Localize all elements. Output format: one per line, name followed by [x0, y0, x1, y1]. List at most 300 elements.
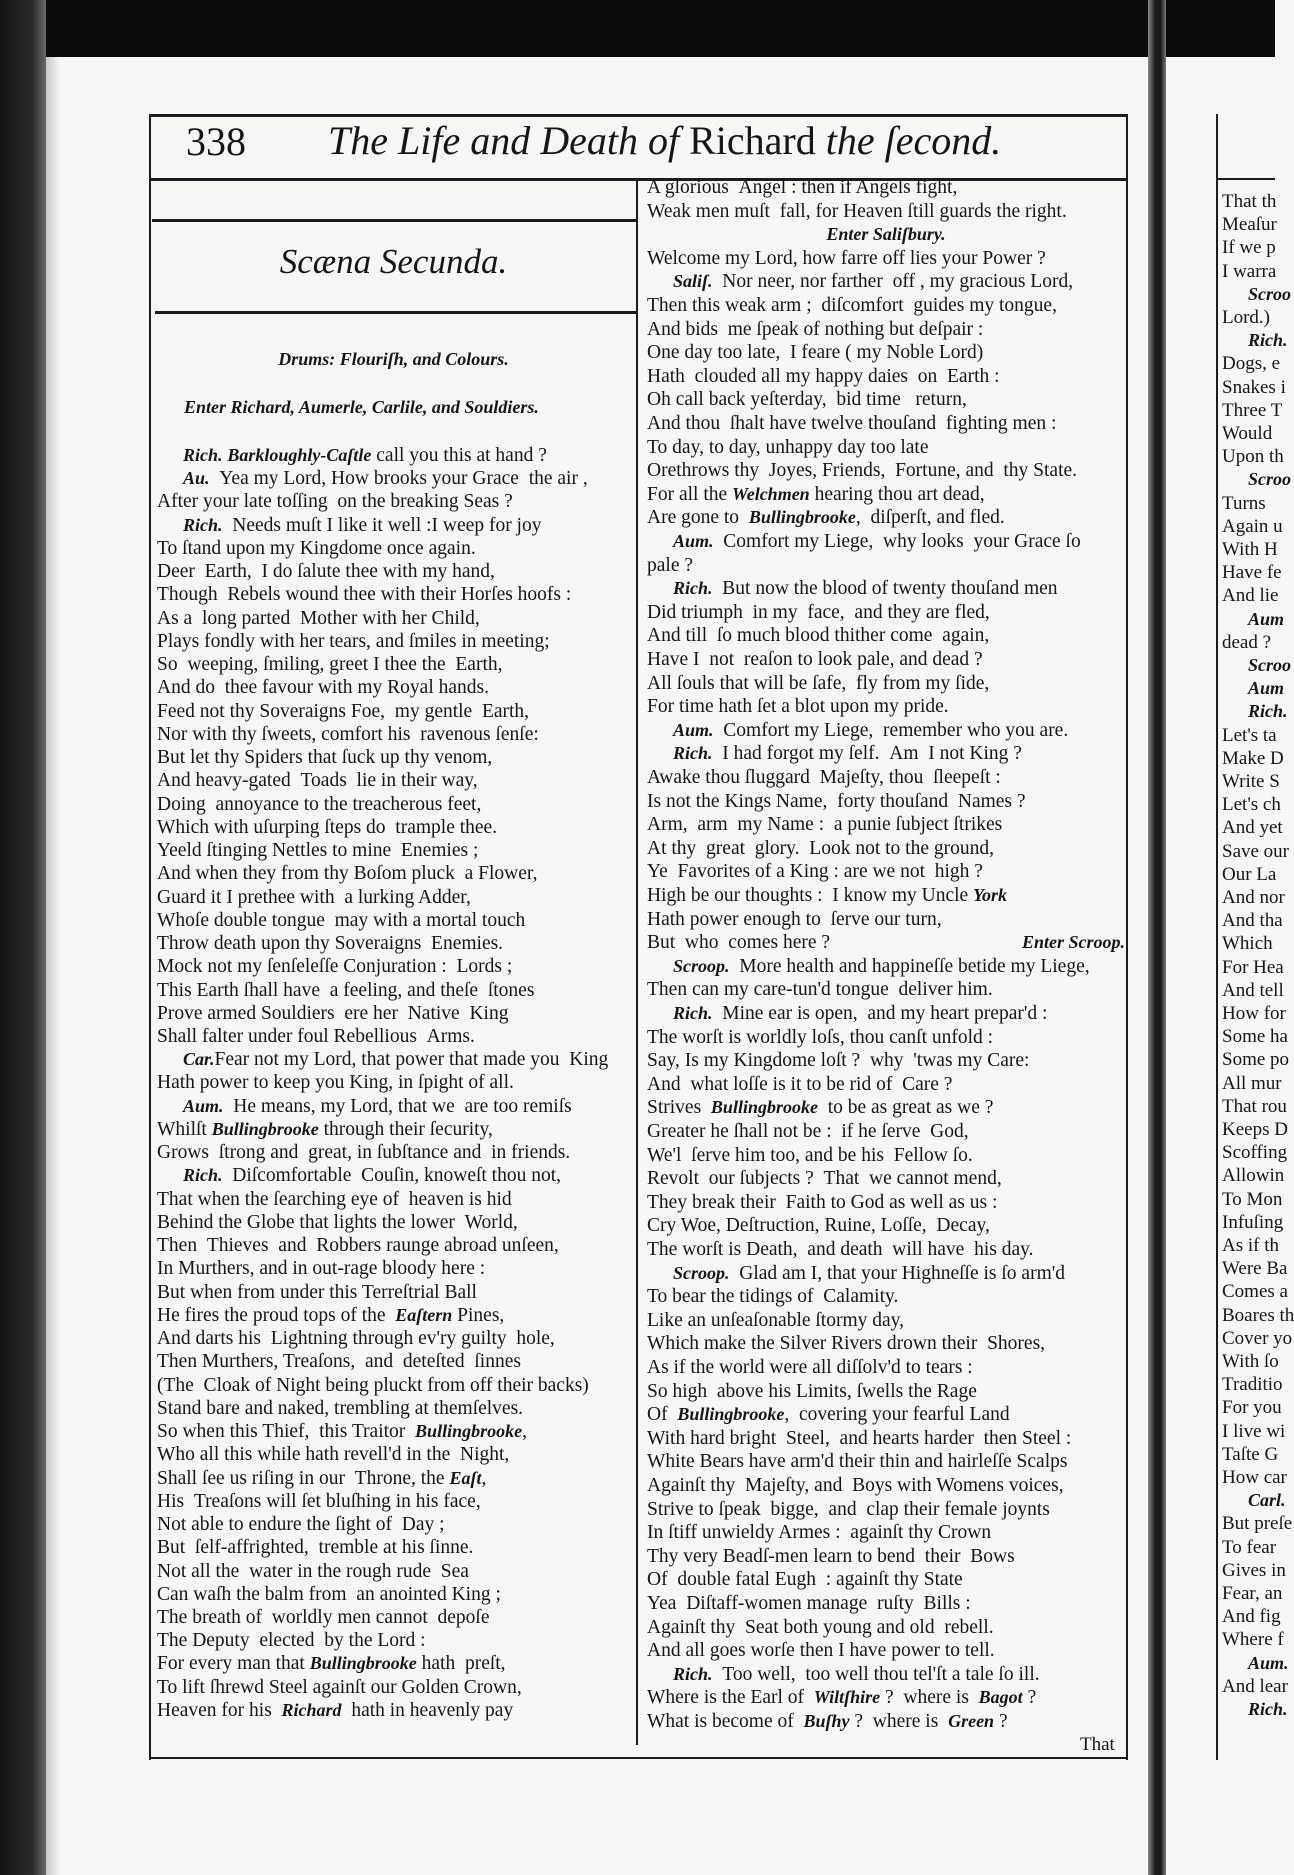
verse-line [647, 790, 1026, 813]
verse-text: To Mon [1222, 1188, 1283, 1210]
title-name: Richard [689, 118, 816, 163]
verse-text: Though Rebels wound thee with their Horſes hoofs : [157, 584, 572, 606]
verse-line [1222, 979, 1284, 1002]
verse-text: Pines, [452, 1304, 505, 1326]
verse-line [1222, 770, 1280, 793]
speaker-prefix: Scroo [1248, 655, 1292, 675]
verse-line [1222, 1420, 1285, 1443]
verse-text: Taſte G [1222, 1443, 1279, 1465]
verse-line [647, 247, 1046, 270]
italic-name: Richard [281, 1699, 342, 1720]
verse-text: Are gone to [647, 507, 749, 529]
verse-text: Thy very Beadſ-men learn to bend their Bows [647, 1545, 1015, 1567]
verse-text: Awake thou ſluggard Majeſty, thou ſleepeſt : [647, 767, 1001, 788]
verse-line [647, 837, 994, 860]
verse-line [157, 700, 529, 723]
verse-line [1222, 932, 1273, 955]
verse-line [647, 1616, 994, 1639]
verse-line [1222, 747, 1284, 770]
verse-line [647, 223, 1125, 246]
verse-text: Did triumph in my face, and they are fled, [647, 601, 990, 623]
verse-line [647, 294, 1057, 317]
verse-text: For all the [647, 483, 733, 505]
verse-text: To fear [1222, 1536, 1277, 1558]
verse-text: The worſt is Death, and death will have his day. [647, 1239, 1034, 1260]
verse-text: We'l ſerve him too, and be his Fellow ſo. [647, 1144, 973, 1166]
verse-line [1222, 260, 1276, 283]
verse-text: But let thy Spiders that ſuck up thy venom, [157, 747, 493, 769]
speaker-prefix: Aum. [1248, 1652, 1289, 1673]
verse-text: And fig [1222, 1606, 1281, 1628]
verse-text: One day too late, I feare ( my Noble Lord) [647, 342, 984, 364]
verse-line [157, 1234, 559, 1257]
verse-text: And yet [1222, 817, 1283, 839]
verse-line [157, 1071, 514, 1094]
verse-line [157, 1257, 485, 1280]
verse-text: Let's ch [1222, 794, 1281, 816]
verse-text: Keeps D [1222, 1119, 1288, 1140]
verse-line [1222, 863, 1276, 886]
verse-line [157, 1490, 481, 1513]
verse-line [647, 766, 1001, 789]
verse-line [647, 648, 983, 671]
verse-line [647, 1710, 1008, 1733]
verse-text: How car [1222, 1467, 1287, 1488]
verse-line [157, 769, 478, 792]
verse-line [673, 1262, 1065, 1285]
verse-text: Of double fatal Eugh : againſt thy State [647, 1569, 963, 1591]
verse-line [157, 1374, 589, 1397]
verse-line [1222, 1536, 1276, 1559]
verse-line [157, 1002, 508, 1025]
verse-text: To ſtand upon my Kingdome once again. [157, 537, 476, 559]
verse-text: And do thee favour with my Royal hands. [157, 677, 489, 699]
verse-line [647, 1427, 1071, 1450]
verse-line [183, 444, 547, 467]
verse-line [647, 554, 693, 577]
verse-text: Hath power to keep you King, in ſpight of all. [157, 1072, 514, 1094]
verse-line [157, 676, 489, 699]
verse-line [1222, 1095, 1287, 1118]
verse-line [673, 742, 1022, 765]
verse-line [157, 955, 512, 978]
italic-name: Bagot [978, 1687, 1023, 1708]
verse-text: , covering your fearful Land [784, 1404, 1010, 1426]
verse-line [1222, 236, 1276, 259]
verse-text: Say, Is my Kingdome loſt ? why 'twas my Care: [647, 1050, 1030, 1072]
verse-text: Grows ſtrong and great, in ſubſtance and in friends. [157, 1142, 571, 1164]
verse-line [1248, 329, 1288, 352]
verse-line [1222, 445, 1284, 468]
verse-text: So when this Thief, this Traitor [157, 1421, 416, 1443]
verse-text: For time hath ſet a blot upon my pride. [647, 696, 949, 718]
verse-text: That when the ſearching eye of heaven is hid [157, 1188, 512, 1210]
verse-line [647, 813, 1002, 836]
verse-line [1222, 1025, 1288, 1048]
verse-text: (The Cloak of Night being pluckt from off their backs) [157, 1374, 589, 1396]
verse-line [157, 1536, 473, 1559]
verse-text: Comes a [1222, 1281, 1288, 1303]
verse-text: High be our thoughts : I know my Uncle [647, 885, 974, 906]
verse-line [1248, 1652, 1289, 1675]
verse-line [647, 1568, 963, 1591]
speaker-prefix: Car. [183, 1049, 215, 1070]
verse-text: But when from under this Terreſtrial Ball [157, 1281, 477, 1303]
verse-line [157, 1188, 512, 1211]
verse-line [157, 839, 478, 862]
verse-text: , [522, 1421, 527, 1443]
verse-text: Hath clouded all my happy daies on Earth : [647, 365, 1000, 387]
verse-line [1222, 1350, 1279, 1373]
verse-line [157, 1420, 527, 1443]
verse-text: Weak men muſt fall, for Heaven ſtill guards the right. [647, 200, 1067, 222]
right-border [1126, 114, 1128, 1760]
verse-line [647, 672, 989, 695]
verse-text: Yea Diſtaff-women manage ruſty Bills : [647, 1593, 971, 1614]
verse-line [1222, 1443, 1278, 1466]
verse-line [647, 176, 957, 199]
italic-name: Wiltſhire [813, 1687, 881, 1708]
bottom-rule [150, 1757, 1128, 1759]
verse-text: If we p [1222, 237, 1276, 259]
verse-line [647, 365, 1000, 388]
verse-text: After your late toſſing on the breaking Seas ? [157, 491, 513, 513]
verse-text: Strives [647, 1097, 711, 1119]
verse-text: Make D [1222, 747, 1284, 769]
verse-text: Stand bare and naked, trembling at themſelves. [157, 1397, 524, 1419]
verse-line [1222, 190, 1276, 213]
verse-line [647, 412, 1056, 435]
verse-line [1222, 492, 1266, 515]
verse-text: Mine ear is open, and my heart prepar'd : [712, 1003, 1048, 1024]
verse-text: Would [1222, 423, 1273, 444]
verse-text: Mock not my ſenſeleſſe Conjuration : Lords ; [157, 956, 513, 978]
speaker-prefix: Aum [1248, 608, 1285, 629]
verse-line [647, 601, 990, 624]
verse-line [647, 1450, 1067, 1473]
verse-text: In ſtiff unwieldy Armes : againſt thy Crown [647, 1522, 992, 1544]
verse-line [647, 1049, 1029, 1072]
verse-line [157, 746, 492, 769]
verse-text: And all goes worſe then I have power to tell. [647, 1640, 995, 1662]
scene-title: Scæna Secunda. [279, 242, 508, 281]
verse-line [647, 1238, 1033, 1261]
verse-text: The worſt is worldly loſs, thou canſt unfold : [647, 1026, 994, 1048]
verse-line [647, 1026, 993, 1049]
verse-text: And till ſo much blood thither come again, [647, 625, 990, 647]
verse-line [157, 1281, 477, 1304]
verse-text: Feed not thy Soveraigns Foe, my gentle Earth, [157, 700, 530, 722]
verse-line [1248, 283, 1291, 306]
verse-line [673, 955, 1090, 978]
verse-text: Let's ta [1222, 724, 1277, 746]
verse-line [647, 884, 1007, 907]
verse-line [157, 816, 497, 839]
verse-line [647, 908, 942, 931]
verse-line [1222, 1211, 1283, 1234]
italic-name: Barkloughly-Caſtle [227, 445, 372, 465]
verse-text: Lord.) [1222, 307, 1271, 328]
verse-line [157, 1467, 486, 1490]
verse-text: To bear the tidings of Calamity. [647, 1286, 899, 1308]
verse-text: , diſperſt, and fled. [855, 507, 1005, 529]
verse-line [157, 1699, 513, 1722]
verse-line [647, 1403, 1010, 1426]
verse-text: All mur [1222, 1072, 1282, 1094]
verse-line [1222, 1002, 1286, 1025]
verse-text: And lear [1222, 1675, 1288, 1697]
verse-text: Meaſur [1222, 214, 1277, 236]
verse-text: Orethrows thy Joyes, Friends, Fortune, and thy State. [647, 460, 1078, 482]
verse-line [647, 1332, 1045, 1355]
verse-line [647, 1191, 997, 1214]
verse-text: To day, to day, unhappy day too late [647, 436, 929, 458]
verse-text: Prove armed Souldiers ere her Native King [157, 1002, 509, 1024]
verse-text: So high above his Limits, ſwells the Rage [647, 1380, 977, 1402]
verse-line [647, 1380, 977, 1403]
verse-line [1222, 631, 1271, 654]
verse-text: In Murthers, and in out-rage bloody here : [157, 1258, 486, 1280]
verse-line [1248, 1698, 1288, 1721]
speaker-prefix: Aum. [673, 719, 714, 740]
verse-text: Needs muſt I like it well :I weep for joy [222, 514, 542, 536]
verse-line [1222, 1373, 1283, 1396]
verse-line [1248, 677, 1284, 700]
verse-text: hearing thou art dead, [809, 483, 985, 505]
verse-line [157, 979, 534, 1002]
verse-line [647, 624, 989, 647]
verse-text: Which [1222, 933, 1273, 955]
verse-text: Write S [1222, 771, 1280, 792]
verse-text: Have fe [1222, 562, 1282, 584]
verse-text: And tell [1222, 979, 1284, 1001]
verse-line [157, 490, 513, 513]
next-page-fragment [1216, 0, 1294, 1875]
verse-text: Oh call back yeſterday, bid time return, [647, 389, 967, 411]
verse-line [647, 1096, 993, 1119]
verse-text: Whilſt [157, 1118, 212, 1140]
verse-line [183, 1095, 572, 1118]
speaker-prefix: Rich. [1248, 330, 1288, 351]
verse-text: Turns [1222, 492, 1266, 514]
verse-line [1222, 1512, 1292, 1535]
scan-border-left [0, 0, 46, 1875]
stage-direction-enter: Enter Richard, Aumerle, Carlile, and Souldiers. [184, 397, 539, 417]
verse-text: to be as great as we ? [817, 1097, 994, 1119]
verse-text: Traditio [1222, 1374, 1283, 1396]
verse-text: His Treaſons will ſet bluſhing in his face, [157, 1490, 481, 1512]
verse-line [1222, 399, 1282, 422]
verse-line [157, 793, 481, 816]
scan-border-top [0, 0, 1275, 57]
verse-line [1222, 816, 1283, 839]
speaker-prefix: Rich. [183, 445, 223, 465]
verse-line [1222, 1048, 1289, 1071]
verse-text: Scoffing [1222, 1142, 1288, 1164]
verse-line [647, 459, 1077, 482]
verse-line [1222, 1280, 1288, 1303]
verse-line [647, 1214, 990, 1237]
verse-line [673, 270, 1073, 293]
verse-text: Like an unſeaſonable ſtormy day, [647, 1309, 905, 1331]
verse-text: Dogs, e [1222, 353, 1281, 375]
verse-text: Our La [1222, 863, 1277, 885]
verse-text: ? where is [849, 1711, 949, 1732]
verse-text: The breath of worldly men cannot depoſe [157, 1607, 490, 1628]
running-title [328, 116, 1001, 166]
verse-text: Nor neer, nor farther off , my gracious Lord, [712, 271, 1074, 293]
verse-line [183, 1164, 561, 1187]
verse-line [1222, 1582, 1282, 1605]
verse-line [647, 436, 929, 459]
verse-line [1248, 654, 1291, 677]
verse-text: ? where is [880, 1687, 979, 1709]
italic-name: Buſhy [803, 1711, 850, 1731]
verse-text: Strive to ſpeak bigge, and clap their female joynts [647, 1498, 1050, 1520]
speaker-prefix: Aum [1248, 678, 1285, 699]
verse-line [1248, 468, 1291, 491]
italic-name: Eaſtern [395, 1304, 453, 1325]
verse-text: And lie [1222, 585, 1279, 607]
verse-line [157, 723, 539, 746]
italic-name: Eaſt [449, 1467, 482, 1488]
verse-line [157, 1025, 475, 1048]
verse-text: I had forgot my ſelf. Am I not King ? [712, 743, 1022, 765]
verse-text: A glorious Angel : then if Angels fight, [647, 177, 958, 198]
verse-line [647, 931, 1125, 954]
verse-text: That th [1222, 191, 1277, 212]
verse-text: Guard it I prethee with a lurking Adder, [157, 886, 471, 908]
verse-text: Ye Favorites of a King : are we not high ? [647, 861, 983, 883]
verse-line [647, 318, 983, 341]
verse-text: But ſelf-affrighted, tremble at his ſinne. [157, 1537, 474, 1559]
verse-text: That rou [1222, 1095, 1287, 1117]
page-number: 338 [186, 119, 246, 164]
verse-text: And bids me ſpeak of nothing but deſpair : [647, 318, 984, 340]
verse-line [157, 1629, 426, 1652]
verse-text: Cover yo [1222, 1327, 1293, 1349]
verse-line [1222, 352, 1280, 375]
verse-text: Which with uſurping ſteps do trample thee. [157, 816, 498, 838]
verse-text: Yea my Lord, How brooks your Grace the air , [209, 468, 588, 490]
verse-text: Snakes i [1222, 376, 1286, 398]
title-suffix: the ſecond. [815, 118, 1002, 163]
verse-line [1222, 1118, 1288, 1141]
italic-name: Bullingbrooke [677, 1404, 785, 1425]
verse-text: This Earth ſhall have a feeling, and theſe ſtones [157, 979, 535, 1001]
speaker-prefix: Rich. [673, 578, 713, 599]
verse-text: Glad am I, that your Highneſſe is ſo arm'd [729, 1262, 1065, 1284]
italic-name: Bullingbrooke [415, 1421, 523, 1442]
verse-line [647, 506, 1005, 529]
verse-text: Have I not reaſon to look pale, and dead ? [647, 649, 983, 670]
verse-line [647, 1285, 898, 1308]
verse-line [1222, 1188, 1282, 1211]
verse-text: And what loſſe is it to be rid of Care ? [647, 1073, 953, 1095]
verse-text: Three T [1222, 399, 1283, 421]
verse-line [647, 200, 1067, 223]
speaker-prefix: Rich. [673, 1663, 713, 1684]
verse-line [157, 1560, 469, 1583]
italic-name: Bullingbrooke [309, 1653, 417, 1674]
verse-text: What is become of [647, 1711, 804, 1732]
book-gutter [1148, 0, 1166, 1875]
italic-name: Bullingbrooke [211, 1118, 319, 1139]
verse-line [157, 1443, 509, 1466]
verse-line [1222, 840, 1289, 863]
verse-line [157, 1676, 522, 1699]
verse-text: Comfort my Liege, why looks your Grace ſo [713, 531, 1081, 552]
verse-text: Where f [1222, 1629, 1284, 1651]
verse-line [1222, 584, 1278, 607]
verse-text: I live wi [1222, 1420, 1286, 1442]
verse-line [647, 1474, 1064, 1497]
verse-text: hath preſt, [416, 1653, 506, 1675]
verse-text: So weeping, ſmiling, greet I thee the Earth, [157, 654, 503, 676]
verse-text: Welcome my Lord, how farre off lies your Power ? [647, 247, 1046, 269]
verse-line [1222, 724, 1277, 747]
speaker-prefix: Scroo [1248, 283, 1292, 304]
verse-text: And when they from thy Boſom pluck a Flower, [157, 863, 538, 885]
verse-line [1222, 1396, 1282, 1419]
verse-text: But who comes here ? [647, 932, 831, 954]
verse-line [157, 1327, 555, 1350]
scene-rule-top [152, 219, 636, 222]
stage-direction-drums: Drums: Flouriſh, and Colours. [278, 349, 509, 369]
stage-direction-enter-scroop: Enter Scroop. [1021, 932, 1125, 953]
speaker-prefix: Au. [183, 468, 210, 489]
verse-line [647, 483, 985, 506]
verse-text: Yeeld ſtinging Nettles to mine Enemies ; [157, 840, 479, 862]
verse-line [1222, 1304, 1294, 1327]
verse-line [1222, 793, 1281, 816]
verse-text: All ſouls that will be ſafe, fly from my ſide, [647, 672, 990, 694]
verse-text: ? [1022, 1687, 1037, 1709]
verse-line [673, 719, 1068, 742]
verse-line [157, 607, 480, 630]
verse-line [1222, 909, 1283, 932]
next-page-border [1216, 114, 1218, 1760]
verse-text: With ſo [1222, 1351, 1279, 1372]
verse-line [1222, 515, 1283, 538]
verse-text: Not able to endure the ſight of Day ; [157, 1514, 445, 1536]
verse-text: Where is the Earl of [647, 1687, 814, 1709]
verse-line [1222, 1327, 1292, 1350]
verse-text: And tha [1222, 910, 1283, 932]
verse-text: Not all the water in the rough rude Sea [157, 1560, 469, 1582]
verse-text: Then Thieves and Robbers raunge abroad unſeen, [157, 1235, 559, 1257]
italic-name: York [973, 885, 1008, 905]
verse-text: Arm, arm my Name : a punie ſubject ſtrikes [647, 814, 1003, 836]
verse-text: Hath power enough to ſerve our turn, [647, 908, 942, 930]
verse-text: As if th [1222, 1235, 1279, 1256]
verse-line [1222, 1072, 1282, 1095]
next-page-top-rule [1216, 178, 1275, 180]
verse-line [157, 932, 503, 955]
italic-name: Green [948, 1711, 995, 1731]
verse-text: For Hea [1222, 956, 1284, 978]
verse-line [183, 467, 588, 490]
verse-text: I warra [1222, 260, 1277, 282]
italic-name: Welchmen [732, 483, 810, 504]
verse-text: through their ſecurity, [318, 1118, 493, 1140]
verse-line [1222, 1234, 1279, 1257]
verse-text: Gives in [1222, 1559, 1286, 1581]
verse-line [647, 1592, 971, 1615]
verse-line [157, 909, 525, 932]
verse-text: Then Murthers, Treaſons, and deteſted ſinnes [157, 1351, 521, 1373]
verse-text: For you [1222, 1397, 1282, 1419]
